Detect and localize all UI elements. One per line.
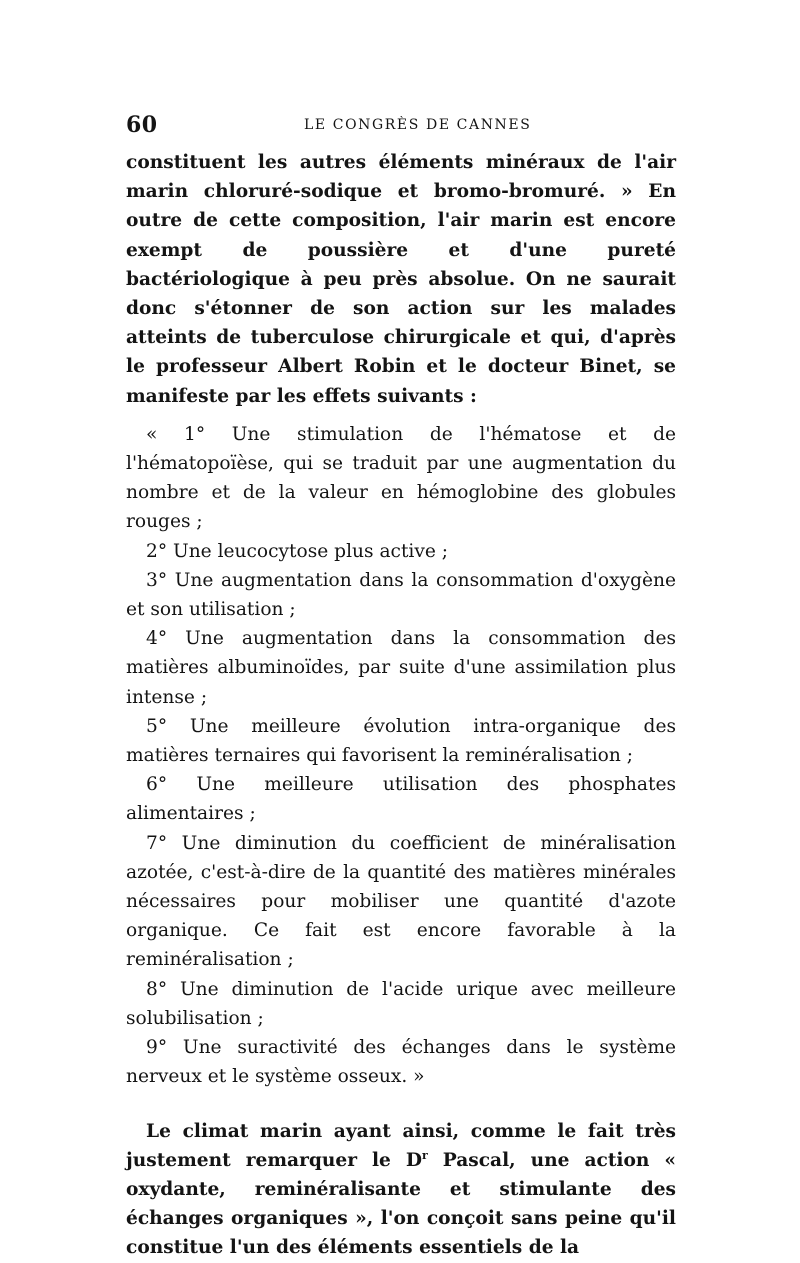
effect-item-9: 9° Une suractivité des échanges dans le système nerveux et le système osseux. »	[126, 1037, 676, 1088]
running-title: LE CONGRÈS DE CANNES	[304, 117, 532, 133]
effect-item-1: « 1° Une stimulation de l'hématose et de l'hématopoïèse, qui se traduit par une augmentation du nombre et de la valeur en hémoglobine des globules rouges ;	[126, 423, 676, 533]
effect-item-4: 4° Une augmentation dans la consommation des matières albuminoïdes, par suite d'une assimilation plus intense ;	[126, 628, 676, 708]
effect-item-2: 2° Une leucocytose plus active ;	[146, 540, 449, 562]
effect-item-6: 6° Une meilleure utilisation des phosphates alimentaires ;	[126, 774, 676, 825]
conclusion-text-start: Le climat marin ayant ainsi, comme le fait très justement remarquer le D	[126, 1120, 676, 1171]
intro-paragraph: constituent les autres éléments minéraux de l'air marin chloruré-sodique et bromo-bromuré. » En outre de cette composition, l'air marin est encore exempt de poussière et d'une pureté bactériologique à peu près absolue. On ne saurait donc s'étonner de son action sur les malades atteints de tuberculose chirurgicale et qui, d'après le professeur Albert Robin et le docteur Binet, se manifeste par les effets suivants :	[126, 152, 676, 407]
effect-item-5: 5° Une meilleure évolution intra-organique des matières ternaires qui favorisent la reminéralisation ;	[126, 715, 676, 767]
page-header	[126, 112, 686, 142]
effect-item-3: 3° Une augmentation dans la consommation d'oxygène et son utilisation ;	[126, 569, 676, 621]
body-text	[126, 148, 676, 1263]
page-number: 60	[126, 112, 158, 138]
doctor-abbrev-superscript: r	[421, 1148, 428, 1162]
effect-item-7: 7° Une diminution du coefficient de minéralisation azotée, c'est-à-dire de la quantité des matières minérales nécessaires pour mobiliser une quantité d'azote organique. Ce fait est encore favorable à la reminéralisation ;	[126, 832, 676, 971]
conclusion-text-end: Pascal, une action « oxydante, reminéralisante et stimulante des échanges organiques », l'on conçoit sans peine qu'il constitue l'un des éléments essentiels de la	[126, 1149, 676, 1259]
conclusion-paragraph	[126, 1117, 676, 1263]
effect-item-8: 8° Une diminution de l'acide urique avec meilleure solubilisation ;	[126, 978, 676, 1029]
